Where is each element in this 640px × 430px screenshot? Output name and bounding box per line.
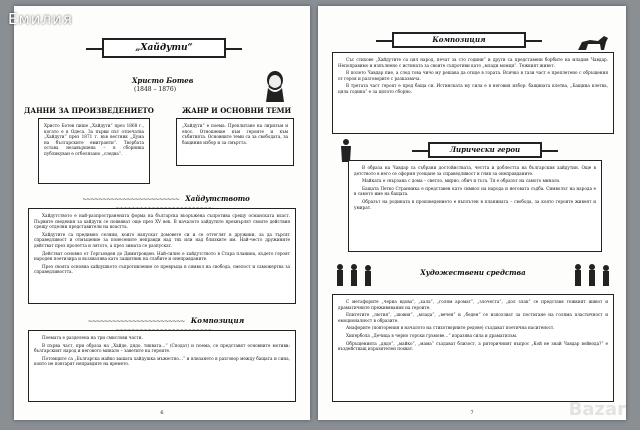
paragraph: Анафорите (повторения в началото на стихотворните редове) създават поетична наситеност. (346, 325, 555, 331)
paragraph: Образът на родината в произведението е въплътен в планината – свобода, за която героите живеят и умират. (354, 198, 596, 210)
art-means-title: Художествени средства (420, 268, 526, 277)
paragraph: Потомците са „Българска майко вашата хайдушка мъжество…“ и влизането в разговор между бащата и сина, които не повтарят неправдите на времето. (34, 355, 290, 367)
paragraph: Майката е свързана с дома – светло, мирно, обич и тъга. Тя е образът на самото минало. (362, 178, 561, 184)
composition-text-box (332, 52, 614, 134)
bazar-watermark: Bazar (568, 399, 626, 420)
genre-box (176, 118, 294, 166)
page-number: 6 (160, 410, 164, 416)
data-box (38, 118, 150, 184)
section-haidutstvo: ~~~~~ Хайдутството ~~~~~ (54, 194, 274, 212)
horseman-silhouette-icon (576, 32, 612, 52)
left-page (14, 6, 310, 420)
paragraph: Бащата Петко Странника е представен като символ на народа и неговата съдба. Символът на народа е в самото име на бащата. (354, 185, 596, 197)
paragraph: Действат основно от Гергьовден до Димитровден. Най-силно е хайдутството в Стара планина, където героят народен поетизира и възхвалява като защитник на слабите и онеправданите. (34, 250, 290, 262)
section-title-text: Композиция (432, 35, 486, 44)
paragraph: В полето Чавдар пие, а след това чичо му решава да отиде в гората. Всичко в тази част е преплетено с обръщения от героя и разговорите с разказвача. (338, 70, 608, 81)
haidutstvo-box (28, 208, 296, 304)
composition-box (28, 330, 296, 402)
hero-silhouette-icon (336, 138, 356, 162)
page-number: 7 (470, 410, 474, 416)
composition-banner (392, 32, 526, 48)
paragraph: Хипербола „Дечица в черно горски гръмове…“ изразява сила и драматизъм. (346, 332, 518, 338)
section-art-means (332, 262, 614, 288)
paragraph: Епитетите „лютия“, „шовия“, „млада“, „вечен“ и „беден“ се използват за постигане на голяма пластичност и емоционалност в образите. (338, 312, 608, 323)
paragraph: През своята основна хайдушкото съпротивление се превръща в символ на свобода, смелост и саможертва за справедливостта. (34, 263, 290, 275)
paragraph: С метафорите „черна вдова“, „хала“, „голям аромат“, „злочеста“, „дол злак“ се представя тежкият живот и драматичните преживявания на героите. (338, 299, 608, 310)
data-box-text: Христо Ботев пише „Хайдути“ през 1868 г., когато е в Одеса. За първи път отпечатва „Хайдути“ през 1871 г. във вестник „Дума на българските емигранти“. Творбата остава незавършена – в сборника публикуван е отбелязано „следва“. (44, 123, 144, 156)
page-title: „Хайдути“ (135, 43, 193, 53)
watermark: Емилия (8, 10, 73, 28)
paragraph: Поемата е разделена на три смислови части. (42, 335, 143, 340)
right-page (318, 6, 626, 420)
paragraph: Със стихове „Хайдутите са цял народ, печат за сто години“ и други са представени борбите на младия Чавдар. Непоправимо и изпълнено с истината за своите съпротиви като „млади момци“. Тежкият живот. (338, 57, 608, 68)
paragraph: В първа част, при образа на „Хайде, дядо, тиквата…“ (Сподат) и поема, се представят основните мотиви: българският народ и неговото минало – заветите на героите. (34, 342, 290, 354)
paragraph: В третата част героят е пред баща си. Истинската му сила е в неговия избор: бащината клетва, „Бащина клетва, цяла година“ е за цялото сборно. (338, 83, 608, 94)
section-composition: ~~~~~ Композиция ~~~~~ (54, 316, 274, 334)
paragraph: Хайдутите са предимно селяни, които напускат домовете си и се оттеглят в дружини, за да търсят справедливост и отмъщение за понесените неправди над тях или над близките им. Най-често дружините действат през пролетта и лятото, а през зимата се разпускат. (34, 231, 290, 248)
title-banner (102, 38, 226, 58)
section-title-text: Лирически герои (449, 145, 521, 154)
art-means-box (332, 294, 614, 402)
data-header: ДАННИ ЗА ПРОИЗВЕДЕНИЕТО (24, 106, 154, 115)
lyrical-heroes-box (348, 160, 602, 252)
paragraph: Обръщенията „дядо“, „майко“, „мама“ създават близост, а риторичният въпрос „Кой не знай Чавдар войвода?“ е въздействащ изразителен похват. (338, 340, 608, 352)
paragraph: В образа на Чавдар са събрани достойнствата, честта и доблестта на българския хайдутин. Още в детството в него се оформя усещане за справедливост и гняв за онеправданите. (354, 165, 596, 176)
lyrical-heroes-banner (428, 142, 542, 158)
portrait-illustration (258, 68, 292, 102)
paragraph: Хайдутството е най-разпространената форма на българска въоръжена съпротива срещу османската власт. Първите сведения за хайдути се появяват още през XV век. В началото хайдутите прехвърлят своите действия срещу отделни представители на властта. (34, 213, 290, 230)
genre-header: ЖАНР И ОСНОВНИ ТЕМИ (181, 106, 292, 115)
genre-box-text: „Хайдути“ е поема. Преплитане на лиризъм и епос. Отношение към героите и към събитията. Основните теми са за свободата, за бащиния избор и за смъртта. (182, 123, 288, 145)
author-name: Христо Ботев (132, 76, 194, 85)
author-years: (1848 – 1876) (134, 86, 177, 93)
